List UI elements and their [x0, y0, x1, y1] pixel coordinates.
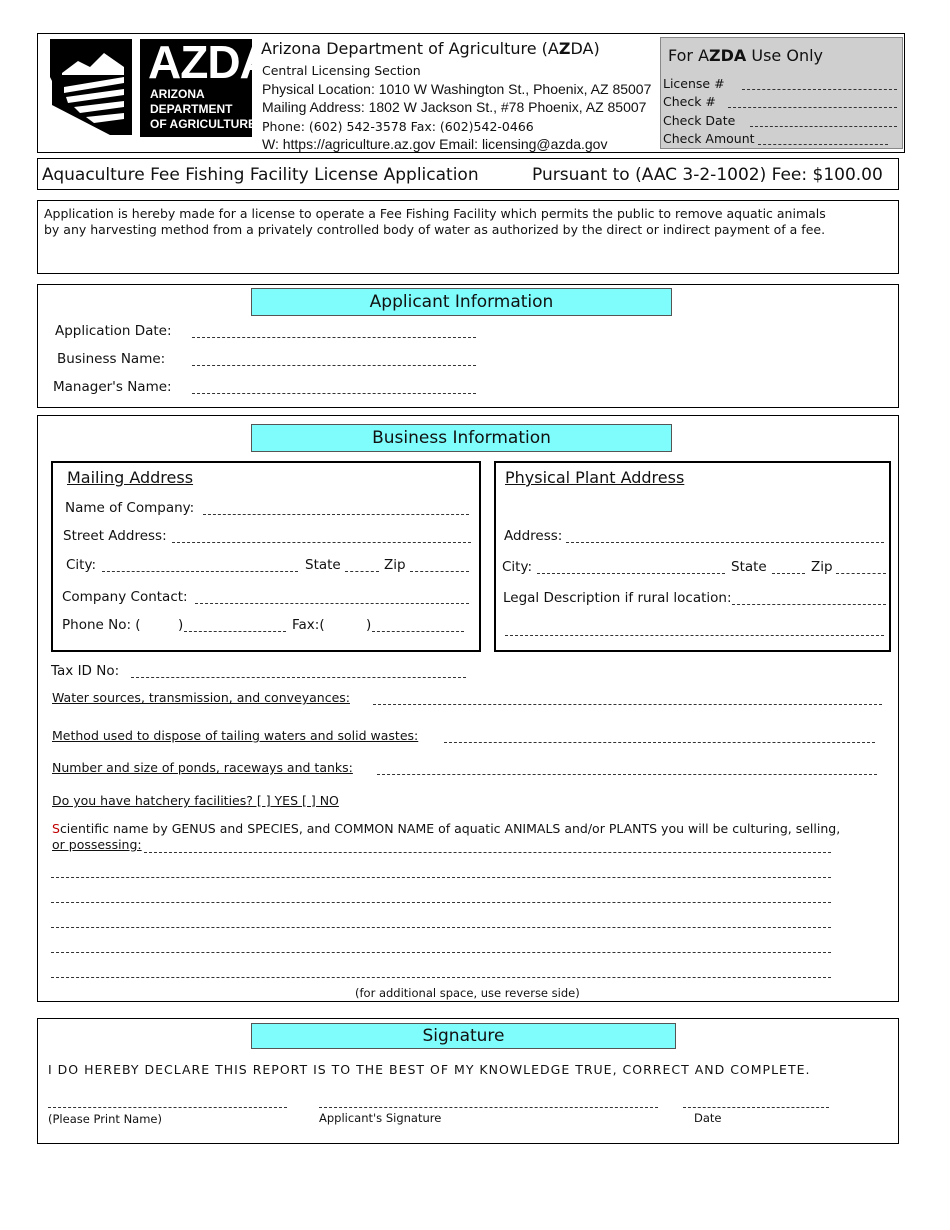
signature-heading: Signature	[251, 1023, 676, 1049]
intro-text: Application is hereby made for a license to operate a Fee Fishing Facility which permits the public to remove aquatic animals by any harvesting method from a privately controlled body of water as authorized by the direct or indirect payment of a fee.	[44, 206, 826, 237]
mailing-city-label: City:	[66, 557, 97, 573]
logo-sub-3: OF AGRICULTURE	[150, 117, 256, 131]
check-date-line[interactable]	[750, 126, 897, 127]
phone-close: )	[178, 617, 184, 633]
logo-text: AZDA	[148, 36, 272, 88]
species-line-2[interactable]	[51, 877, 831, 878]
company-name-line[interactable]	[203, 514, 469, 515]
mailing-city-line[interactable]	[102, 571, 298, 572]
application-date-line[interactable]	[192, 337, 476, 338]
species-line-3[interactable]	[51, 902, 831, 903]
waste-disposal-label: Method used to dispose of tailing waters and solid wastes:	[52, 728, 419, 743]
form-title: Aquaculture Fee Fishing Facility License Application	[42, 165, 479, 185]
check-number-label: Check #	[663, 94, 716, 109]
waste-disposal-line[interactable]	[444, 742, 875, 743]
applicant-signature-line[interactable]	[319, 1107, 658, 1108]
business-heading: Business Information	[251, 424, 672, 452]
manager-name-line[interactable]	[192, 393, 476, 394]
logo-sub-2: DEPARTMENT	[150, 102, 233, 116]
plant-state-label: State	[731, 559, 767, 575]
office-use-title: For AZDA Use Only	[668, 46, 824, 65]
tax-id-line[interactable]	[131, 677, 466, 678]
physical-plant-title: Physical Plant Address	[505, 468, 685, 487]
agency-name: Arizona Department of Agriculture (AZDA)	[261, 39, 600, 58]
additional-space-note: (for additional space, use reverse side)	[355, 986, 580, 1000]
check-amount-line[interactable]	[758, 144, 888, 145]
license-number-label: License #	[663, 76, 725, 91]
scientific-name-label-2: or possessing:	[52, 837, 142, 852]
legal-description-line[interactable]	[732, 604, 886, 605]
plant-address-line[interactable]	[566, 542, 884, 543]
date-caption: Date	[694, 1111, 722, 1125]
fax-line[interactable]	[372, 631, 464, 632]
business-name-label: Business Name:	[57, 351, 166, 367]
plant-city-line[interactable]	[537, 573, 725, 574]
species-line-5[interactable]	[51, 952, 831, 953]
phone-line[interactable]	[184, 631, 286, 632]
legal-description-line-2[interactable]	[505, 635, 884, 636]
plant-city-label: City:	[502, 559, 533, 575]
physical-plant-box	[494, 461, 891, 652]
check-date-label: Check Date	[663, 113, 736, 128]
water-sources-line[interactable]	[373, 704, 882, 705]
ponds-line[interactable]	[377, 774, 877, 775]
water-sources-label: Water sources, transmission, and conveyances:	[52, 690, 350, 705]
species-line-4[interactable]	[51, 927, 831, 928]
mailing-address: Mailing Address: 1802 W Jackson St., #78 Phoenix, AZ 85007	[262, 99, 647, 115]
plant-address-label: Address:	[504, 528, 563, 544]
manager-name-label: Manager's Name:	[53, 379, 172, 395]
business-name-line[interactable]	[192, 365, 476, 366]
print-name-line[interactable]	[48, 1107, 287, 1108]
form-statute-fee: Pursuant to (AAC 3-2-1002) Fee: $100.00	[532, 165, 883, 185]
print-name-caption: (Please Print Name)	[48, 1112, 162, 1126]
fax-label: Fax:(	[292, 617, 325, 633]
tax-id-label: Tax ID No:	[51, 663, 120, 679]
street-address-line[interactable]	[172, 542, 471, 543]
plant-zip-label: Zip	[811, 559, 833, 575]
ponds-label: Number and size of ponds, raceways and tanks:	[52, 760, 353, 775]
fax-close: )	[366, 617, 372, 633]
street-address-label: Street Address:	[63, 528, 167, 544]
licensing-section: Central Licensing Section	[262, 63, 421, 78]
applicant-heading: Applicant Information	[251, 288, 672, 316]
mailing-zip-line[interactable]	[410, 571, 469, 572]
azda-logo	[48, 36, 272, 139]
mailing-address-title: Mailing Address	[67, 468, 194, 487]
legal-description-label: Legal Description if rural location:	[503, 590, 732, 606]
web-email: W: https://agriculture.az.gov Email: licensing@azda.gov	[262, 136, 608, 152]
plant-state-line[interactable]	[772, 573, 805, 574]
company-contact-label: Company Contact:	[62, 589, 188, 605]
date-line[interactable]	[683, 1107, 829, 1108]
physical-location: Physical Location: 1010 W Washington St., Phoenix, AZ 85007	[262, 81, 652, 97]
check-amount-label: Check Amount	[663, 131, 755, 146]
applicant-signature-caption: Applicant's Signature	[319, 1111, 442, 1125]
company-contact-line[interactable]	[195, 603, 469, 604]
declaration-text: I DO HEREBY DECLARE THIS REPORT IS TO THE BEST OF MY KNOWLEDGE TRUE, CORRECT AND COMPLETE.	[48, 1062, 811, 1077]
application-date-label: Application Date:	[55, 323, 172, 339]
plant-zip-line[interactable]	[836, 573, 886, 574]
phone-label: Phone No: (	[62, 617, 141, 633]
company-name-label: Name of Company:	[65, 500, 195, 516]
license-number-line[interactable]	[742, 89, 897, 90]
phone-fax: Phone: (602) 542-3578 Fax: (602)542-0466	[262, 119, 534, 134]
hatchery-question[interactable]: Do you have hatchery facilities? [ ] YES [ ] NO	[52, 793, 339, 808]
mailing-state-line[interactable]	[345, 571, 379, 572]
logo-sub-1: ARIZONA	[150, 87, 205, 101]
check-number-line[interactable]	[728, 107, 897, 108]
species-line-1[interactable]	[144, 852, 831, 853]
species-line-6[interactable]	[51, 977, 831, 978]
mailing-zip-label: Zip	[384, 557, 406, 573]
scientific-name-label: Scientific name by GENUS and SPECIES, and COMMON NAME of aquatic ANIMALS and/or PLANTS you will be culturing, selling,	[52, 821, 841, 836]
mailing-state-label: State	[305, 557, 341, 573]
